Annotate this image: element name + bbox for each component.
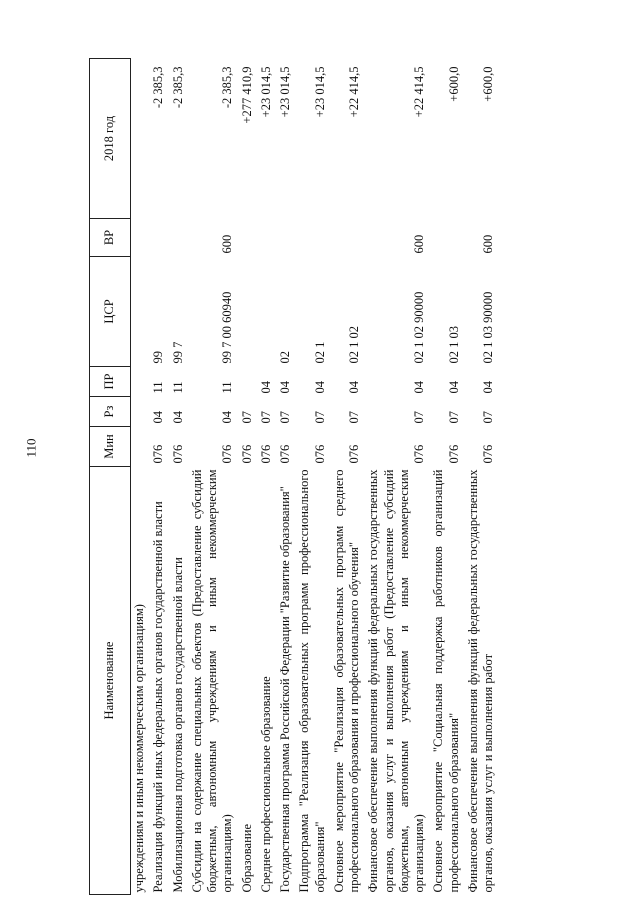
- row-vr: [131, 219, 150, 257]
- row-name: учреждениям и иным некоммерческим организациям): [132, 604, 146, 893]
- row-min: 076: [347, 444, 361, 464]
- row-min: 076: [258, 444, 273, 464]
- page-number: 110: [23, 438, 39, 458]
- row-value: +23 014,5: [312, 66, 327, 118]
- row-csr: 02 1 02: [347, 326, 361, 364]
- row-value: +22 414,5: [347, 66, 361, 118]
- row-rz: 07: [239, 411, 254, 424]
- table-row: [430, 59, 465, 895]
- row-csr: 99 7: [170, 341, 185, 364]
- row-pr: 04: [258, 381, 273, 394]
- row-pr: 04: [481, 381, 495, 394]
- row-pr: 04: [446, 381, 461, 394]
- row-vr: [430, 219, 465, 257]
- row-pr: 04: [312, 381, 327, 394]
- table-row: [330, 59, 365, 895]
- row-value: +22 414,5: [412, 66, 426, 118]
- row-value: +600,0: [446, 66, 461, 102]
- table-row: [464, 59, 498, 895]
- row-value: +277 410,9: [239, 66, 254, 124]
- header-csr: ЦСР: [90, 257, 131, 367]
- table-row: [131, 59, 150, 895]
- row-pr: [131, 367, 150, 397]
- row-pr: 04: [347, 381, 361, 394]
- row-name: Среднее профессиональное образование: [258, 676, 273, 893]
- row-value: [131, 59, 150, 219]
- row-rz: 04: [220, 411, 235, 424]
- table-row: [150, 59, 169, 895]
- table-row: [188, 59, 238, 895]
- header-name: Наименование: [90, 467, 131, 895]
- header-year: 2018 год: [90, 59, 131, 219]
- header-pr: ПР: [90, 367, 131, 397]
- row-name: Основное мероприятие "Реализация образовательных программ среднего профессионального образования и профессионального обучения": [331, 469, 361, 893]
- row-min: 076: [446, 444, 461, 464]
- row-vr: [296, 219, 331, 257]
- row-rz: 07: [312, 411, 327, 424]
- row-vr: [257, 219, 276, 257]
- row-value: +23 014,5: [278, 66, 292, 118]
- row-csr: 02 1 03 90000: [481, 291, 495, 364]
- row-vr: [169, 219, 188, 257]
- table-row: [296, 59, 331, 895]
- row-value: -2 385,3: [151, 66, 166, 109]
- row-vr: 600: [220, 234, 235, 254]
- row-value: +600,0: [481, 66, 495, 102]
- row-name: Подпрограмма "Реализация образовательных программ профессионального образования": [297, 469, 327, 893]
- row-csr: 02 1: [312, 341, 327, 364]
- row-min: 076: [239, 444, 254, 464]
- row-vr: [238, 219, 257, 257]
- row-csr: 02: [278, 351, 292, 364]
- row-value: -2 385,3: [170, 66, 185, 109]
- row-name: Субсидии на содержание специальных объектов (Предоставление субсидий бюджетным, автономным учреждениям и иным некоммерческим организациям): [189, 469, 235, 893]
- budget-table: [89, 58, 498, 895]
- row-pr: 04: [412, 381, 426, 394]
- row-rz: 07: [446, 411, 461, 424]
- row-min: 076: [278, 444, 292, 464]
- row-name: Финансовое обеспечение выполнения функций федеральных государственных органов, оказания услуг и выполнения работ (Предоставление субсидий бюджетным, автономным учреждениям и иным некоммерческим организациям): [366, 469, 426, 893]
- row-min: [131, 427, 150, 467]
- table-header-row: [90, 59, 131, 895]
- row-rz: 07: [258, 411, 273, 424]
- row-csr: 02 1 02 90000: [412, 291, 426, 364]
- row-csr: 99 7 00 60940: [220, 291, 235, 364]
- row-min: 076: [220, 444, 235, 464]
- row-pr: 04: [278, 381, 292, 394]
- header-vr: ВР: [90, 219, 131, 257]
- row-csr: [131, 257, 150, 367]
- table-row: [257, 59, 276, 895]
- row-vr: [330, 219, 365, 257]
- row-pr: 11: [151, 381, 166, 394]
- table-row: [169, 59, 188, 895]
- row-rz: [131, 397, 150, 427]
- row-rz: 07: [347, 411, 361, 424]
- row-rz: 04: [151, 411, 166, 424]
- header-min: Мин: [90, 427, 131, 467]
- row-csr: 99: [151, 351, 166, 364]
- row-name: Финансовое обеспечение выполнения функций федеральных государственных органов, оказания услуг и выполнения работ: [465, 469, 495, 893]
- row-csr: 02 1 03: [446, 326, 461, 364]
- row-pr: [238, 367, 257, 397]
- row-rz: 04: [170, 411, 185, 424]
- row-rz: 07: [412, 411, 426, 424]
- row-min: 076: [151, 444, 166, 464]
- rotated-page-content: [89, 59, 609, 895]
- header-rz: Рз: [90, 397, 131, 427]
- row-vr: 600: [412, 234, 426, 254]
- row-pr: 11: [170, 381, 185, 394]
- table-row: [365, 59, 430, 895]
- table-row: [277, 59, 296, 895]
- row-name: Государственная программа Российской Федерации "Развитие образования": [278, 486, 292, 893]
- row-csr: [257, 257, 276, 367]
- row-rz: 07: [278, 411, 292, 424]
- row-vr: [277, 219, 296, 257]
- table-row: [238, 59, 257, 895]
- row-min: 076: [412, 444, 426, 464]
- row-pr: 11: [220, 381, 235, 394]
- row-name: Мобилизационная подготовка органов государственной власти: [170, 557, 185, 893]
- row-min: 076: [312, 444, 327, 464]
- row-min: 076: [481, 444, 495, 464]
- row-value: +23 014,5: [258, 66, 273, 118]
- row-name: Образование: [239, 823, 254, 893]
- row-vr: [150, 219, 169, 257]
- row-vr: 600: [481, 234, 495, 254]
- row-min: 076: [170, 444, 185, 464]
- row-rz: 07: [481, 411, 495, 424]
- row-name: Реализация функций иных федеральных органов государственной власти: [151, 501, 166, 893]
- row-value: -2 385,3: [220, 66, 235, 109]
- row-csr: [238, 257, 257, 367]
- row-name: Основное мероприятие "Социальная поддержка работников организаций профессионального образования": [431, 469, 461, 893]
